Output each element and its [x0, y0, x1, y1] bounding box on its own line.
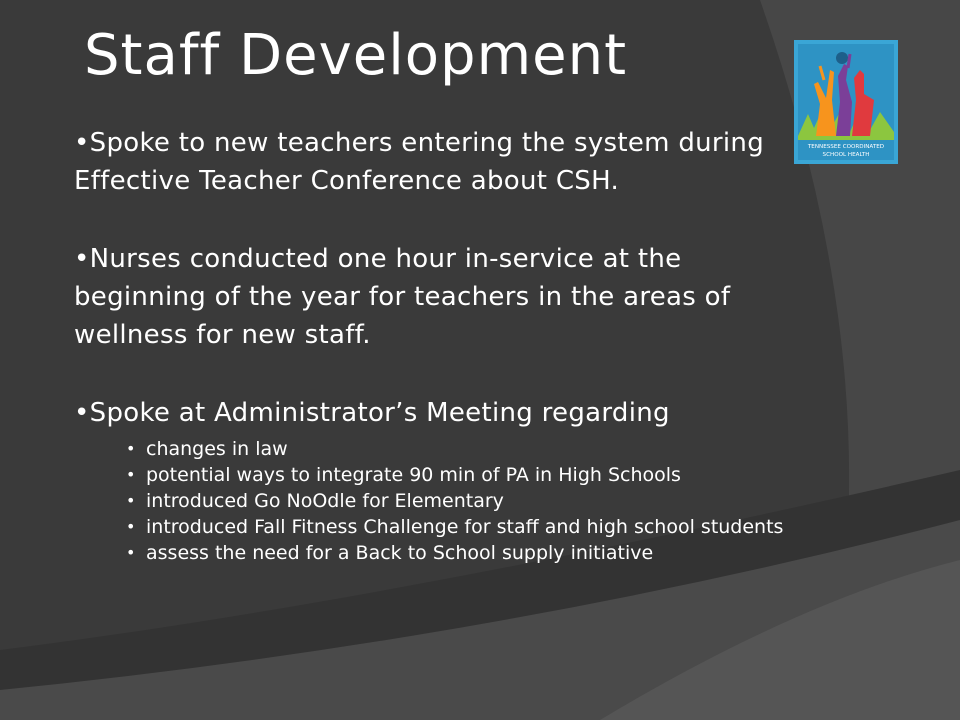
sub-bullet-text: changes in law	[146, 438, 288, 460]
sub-bullet-text: potential ways to integrate 90 min of PA in High Schools	[146, 464, 681, 486]
sub-bullet-marker: •	[126, 543, 136, 562]
bullet-marker: •	[74, 398, 90, 428]
bullet-text: Spoke at Administrator’s Meeting regarding	[89, 398, 670, 428]
figures-reaching-logo-icon	[794, 40, 898, 164]
bullet-item	[74, 240, 794, 354]
sub-bullet-item	[126, 436, 794, 462]
bullet-text: Spoke to new teachers entering the system during Effective Teacher Conference about CSH.	[74, 128, 765, 196]
sub-bullet-text: introduced Fall Fitness Challenge for staff and high school students	[146, 516, 784, 538]
sub-bullet-marker: •	[126, 517, 136, 536]
bullet-text: Nurses conducted one hour in-service at the beginning of the year for teachers in the areas of wellness for new staff.	[74, 244, 731, 350]
sub-bullet-marker: •	[126, 465, 136, 484]
slide-title: Staff Development	[84, 23, 628, 88]
bullet-marker: •	[74, 128, 90, 158]
sub-bullet-item	[126, 514, 794, 540]
sub-bullet-item	[126, 488, 794, 514]
sub-bullet-item	[126, 462, 794, 488]
slide-content	[74, 124, 794, 566]
logo-text-line1: TENNESSEE COORDINATED	[807, 144, 885, 150]
logo-text-line2: SCHOOL HEALTH	[822, 152, 870, 158]
sub-bullet-marker: •	[126, 439, 136, 458]
sub-bullet-text: assess the need for a Back to School supply initiative	[146, 542, 654, 564]
sub-bullet-item	[126, 540, 794, 566]
sub-bullet-list	[74, 436, 794, 566]
bullet-marker: •	[74, 244, 90, 274]
bullet-item	[74, 394, 794, 432]
bullet-item	[74, 124, 794, 200]
sub-bullet-text: introduced Go NoOdle for Elementary	[146, 490, 504, 512]
sub-bullet-marker: •	[126, 491, 136, 510]
